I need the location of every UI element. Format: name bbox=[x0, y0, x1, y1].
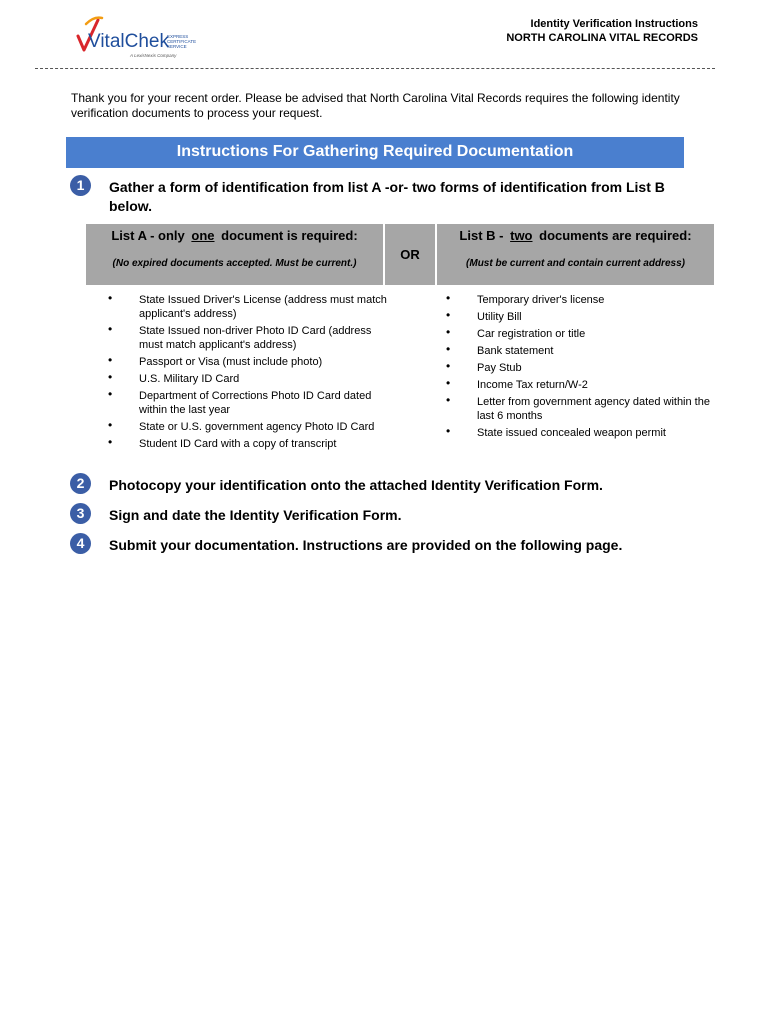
header-title: Identity Verification Instructions bbox=[530, 18, 698, 30]
list-a-items bbox=[108, 293, 388, 454]
list-a-note: (No expired documents accepted. Must be current.) bbox=[112, 258, 357, 269]
list-b-header bbox=[437, 224, 714, 285]
intro-paragraph: Thank you for your recent order. Please be advised that North Carolina Vital Records requires the following identity verification documents to process your request. bbox=[71, 91, 680, 120]
step-number-1-icon: 1 bbox=[70, 175, 91, 196]
step-2-text: Photocopy your identification onto the attached Identity Verification Form. bbox=[109, 477, 603, 493]
logo-tagline-1: EXPRESS bbox=[167, 34, 189, 39]
header-subtitle: NORTH CAROLINA VITAL RECORDS bbox=[506, 32, 698, 44]
list-b-note: (Must be current and contain current address) bbox=[466, 258, 685, 269]
list-item: • State issued concealed weapon permit bbox=[446, 426, 716, 440]
step-number-2-icon: 2 bbox=[70, 473, 91, 494]
step-number-3-icon: 3 bbox=[70, 503, 91, 524]
step-1-text: Gather a form of identification from list A -or- two forms of identification from List B below. bbox=[109, 179, 665, 214]
list-item: • Letter from government agency dated within the last 6 months bbox=[446, 395, 716, 423]
list-item: • Temporary driver's license bbox=[446, 293, 716, 307]
or-label: OR bbox=[400, 247, 420, 262]
step-4-text: Submit your documentation. Instructions are provided on the following page. bbox=[109, 537, 623, 553]
list-item: • Bank statement bbox=[446, 344, 716, 358]
header-divider bbox=[35, 68, 715, 69]
list-item: • Student ID Card with a copy of transcript bbox=[108, 437, 388, 451]
list-a-header bbox=[86, 224, 383, 285]
list-item: • Car registration or title bbox=[446, 327, 716, 341]
instructions-banner: Instructions For Gathering Required Documentation bbox=[66, 137, 684, 168]
document-header bbox=[506, 17, 698, 45]
list-item: • State Issued Driver's License (address must match applicant's address) bbox=[108, 293, 388, 321]
vitalchek-logo bbox=[72, 14, 202, 62]
list-item: • State Issued non-driver Photo ID Card (address must match applicant's address) bbox=[108, 324, 388, 352]
step-number-4-icon: 4 bbox=[70, 533, 91, 554]
step-3-text: Sign and date the Identity Verification Form. bbox=[109, 507, 402, 523]
list-item: • Department of Corrections Photo ID Card dated within the last year bbox=[108, 389, 388, 417]
logo-subtitle: A LexisNexis Company bbox=[130, 53, 177, 58]
list-b-items bbox=[446, 293, 716, 443]
logo-tagline-2: CERTIFICATE bbox=[167, 39, 197, 44]
list-a-title: List A - only one document is required: bbox=[111, 228, 358, 243]
list-item: • Utility Bill bbox=[446, 310, 716, 324]
list-item: • Income Tax return/W-2 bbox=[446, 378, 716, 392]
list-item: • U.S. Military ID Card bbox=[108, 372, 388, 386]
list-item: • Pay Stub bbox=[446, 361, 716, 375]
logo-wordmark: VitalChek bbox=[88, 31, 169, 52]
list-b-title: List B - two documents are required: bbox=[459, 228, 692, 243]
or-divider bbox=[385, 224, 435, 285]
logo-tagline-3: SERVICE bbox=[167, 44, 187, 49]
list-item: • Passport or Visa (must include photo) bbox=[108, 355, 388, 369]
list-item: • State or U.S. government agency Photo ID Card bbox=[108, 420, 388, 434]
